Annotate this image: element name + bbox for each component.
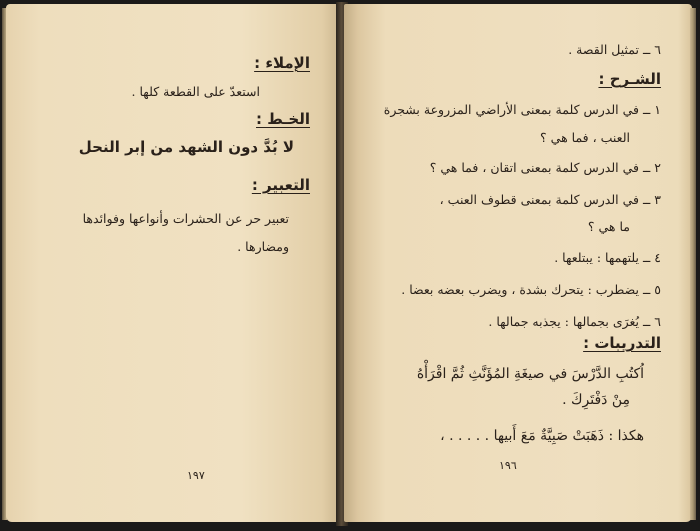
sharh-item: ٢ ــ في الدرس كلمة بمعنى اتقان ، فما هي ؟ bbox=[429, 160, 661, 175]
tadribat-example: هكذا : ذَهَبَتْ صَبِيَّةٌ مَعَ أَبيها . . . . . ، bbox=[440, 428, 644, 444]
right-page bbox=[344, 4, 692, 522]
tadribat-heading: التدريبات : bbox=[583, 334, 661, 352]
sharh-item: ٤ ــ يلتهمها : يبتلعها . bbox=[554, 250, 661, 265]
page-number-right: ١٩٦ bbox=[499, 459, 517, 472]
item-6-top: ٦ ــ تمثيل القصة . bbox=[568, 42, 661, 57]
imlaa-text: استعدّ على القطعة كلها . bbox=[131, 84, 260, 99]
khatt-text: لا بُدَّ دون الشهد من إبر النحل bbox=[78, 138, 294, 156]
tadribat-line-2: مِنْ دَفْتَرِكَ . bbox=[562, 392, 630, 408]
sharh-heading: الشـرح : bbox=[598, 70, 661, 88]
sharh-item: ٦ ــ يُغرَى بجمالها : يجذبه جمالها . bbox=[488, 314, 661, 329]
page-number-left: ١٩٧ bbox=[187, 469, 205, 482]
tadribat-line-1: اُكتُبِ الدَّرْسَ في صيغَةِ المُؤَنَّثِ ثُمَّ اقْرَأْهُ bbox=[416, 366, 644, 382]
sharh-item: العنب ، فما هي ؟ bbox=[540, 130, 630, 145]
sharh-item: ١ ــ في الدرس كلمة بمعنى الأراضي المزروعة بشجرة bbox=[383, 102, 661, 117]
imlaa-heading: الإملاء : bbox=[254, 54, 310, 72]
taabir-heading: التعبير : bbox=[251, 176, 310, 194]
sharh-item: ٣ ــ في الدرس كلمة بمعنى قطوف العنب ، bbox=[439, 192, 661, 207]
khatt-heading: الخـط : bbox=[256, 110, 310, 128]
taabir-line-1: تعبير حر عن الحشرات وأنواعها وفوائدها bbox=[82, 211, 289, 226]
sharh-item: ما هي ؟ bbox=[587, 219, 630, 234]
right-page-edge bbox=[690, 8, 696, 520]
taabir-line-2: ومضارها . bbox=[237, 239, 289, 254]
sharh-item: ٥ ــ يضطرب : يتحرك بشدة ، ويضرب بعضه بعضا . bbox=[401, 282, 661, 297]
left-page bbox=[6, 4, 342, 522]
